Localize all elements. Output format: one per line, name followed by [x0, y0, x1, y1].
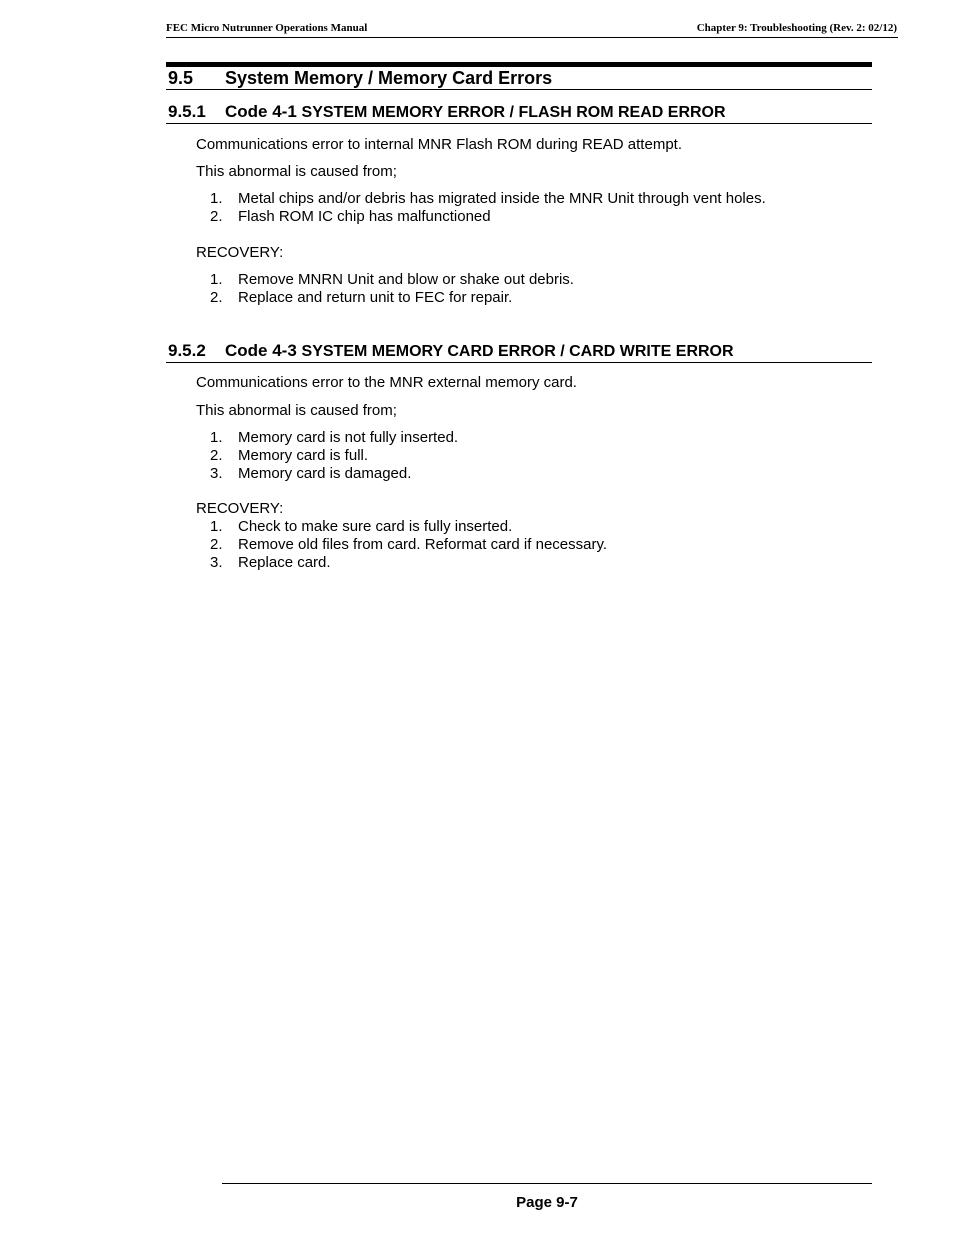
subsection-number: 9.5.2	[168, 341, 206, 360]
subsection-heading-951	[168, 102, 726, 122]
cause-intro: This abnormal is caused from;	[196, 163, 397, 180]
footer-divider	[222, 1183, 872, 1184]
running-header-chapter: Chapter 9: Troubleshooting (Rev. 2: 02/12)	[696, 22, 897, 34]
section-title: System Memory / Memory Card Errors	[225, 68, 553, 88]
recovery-label: RECOVERY:	[196, 500, 284, 517]
running-header-title: FEC Micro Nutrunner Operations Manual	[166, 22, 368, 34]
subsection-code: Code 4-3	[225, 341, 297, 360]
subsection-title: SYSTEM MEMORY CARD ERROR / CARD WRITE ERROR	[301, 343, 734, 360]
section-number: 9.5	[168, 68, 194, 88]
subsection-title: SYSTEM MEMORY ERROR / FLASH ROM READ ERROR	[301, 104, 726, 121]
subsection-rule-951	[166, 123, 872, 124]
recovery-label: RECOVERY:	[196, 244, 284, 261]
cause-intro: This abnormal is caused from;	[196, 402, 397, 419]
section-heading-rule	[166, 89, 872, 90]
error-description: Communications error to the MNR external memory card.	[196, 374, 577, 391]
error-description: Communications error to internal MNR Flash ROM during READ attempt.	[196, 136, 682, 153]
section-top-bar	[166, 62, 872, 67]
subsection-number: 9.5.1	[168, 102, 206, 121]
subsection-code: Code 4-1	[225, 102, 297, 121]
subsection-rule-952	[166, 362, 872, 363]
subsection-heading-952	[168, 341, 734, 361]
header-divider	[166, 37, 898, 38]
section-heading	[168, 68, 552, 89]
page-number: Page 9-7	[516, 1194, 578, 1211]
